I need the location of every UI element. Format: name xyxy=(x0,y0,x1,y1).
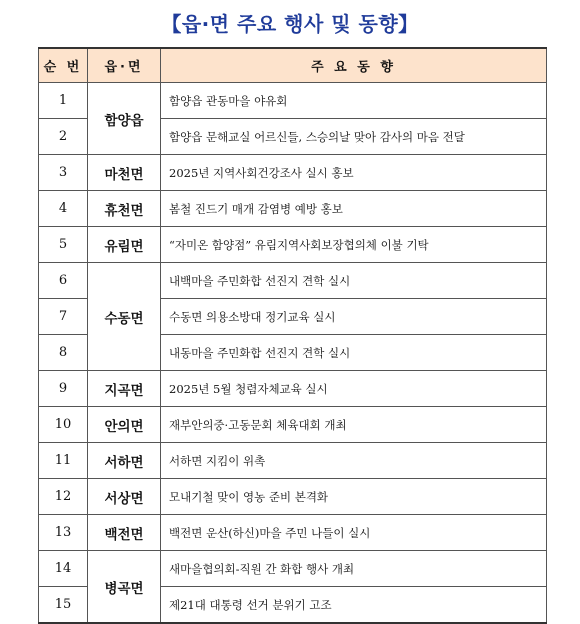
page-title: 【읍·면 주요 행사 및 동향】 xyxy=(161,12,419,36)
town-name: 안의면 xyxy=(88,407,161,443)
row-number: 6 xyxy=(39,263,88,299)
activity-description: 봄철 진드기 매개 감염병 예방 홍보 xyxy=(161,191,547,227)
table-row xyxy=(39,407,547,443)
row-number: 1 xyxy=(39,83,88,119)
activity-description: 2025년 지역사회건강조사 실시 홍보 xyxy=(161,155,547,191)
table-row xyxy=(39,263,547,299)
row-number: 11 xyxy=(39,443,88,479)
town-name: 지곡면 xyxy=(88,371,161,407)
town-name: 병곡면 xyxy=(88,551,161,624)
activity-description: 제21대 대통령 선거 분위기 고조 xyxy=(161,587,547,624)
activity-description: 새마을협의회-직원 간 화합 행사 개최 xyxy=(161,551,547,587)
row-number: 5 xyxy=(39,227,88,263)
table-row xyxy=(39,155,547,191)
town-name: 서상면 xyxy=(88,479,161,515)
town-name: 유림면 xyxy=(88,227,161,263)
row-number: 3 xyxy=(39,155,88,191)
activity-description: 재부안의중·고동문회 체육대회 개최 xyxy=(161,407,547,443)
row-number: 4 xyxy=(39,191,88,227)
header-activity: 주 요 동 향 xyxy=(161,48,547,83)
activity-description: 내백마을 주민화합 선진지 견학 실시 xyxy=(161,263,547,299)
table-row xyxy=(39,515,547,551)
activity-description: 내동마을 주민화합 선진지 견학 실시 xyxy=(161,335,547,371)
activity-description: 수동면 의용소방대 정기교육 실시 xyxy=(161,299,547,335)
row-number: 8 xyxy=(39,335,88,371)
activities-table xyxy=(38,47,547,624)
town-name: 마천면 xyxy=(88,155,161,191)
town-name: 수동면 xyxy=(88,263,161,371)
header-town: 읍·면 xyxy=(88,48,161,83)
row-number: 15 xyxy=(39,587,88,624)
activity-description: 모내기철 맞이 영농 준비 본격화 xyxy=(161,479,547,515)
table-row xyxy=(39,83,547,119)
table-row xyxy=(39,371,547,407)
town-name: 백전면 xyxy=(88,515,161,551)
row-number: 14 xyxy=(39,551,88,587)
row-number: 7 xyxy=(39,299,88,335)
town-name: 함양읍 xyxy=(88,83,161,155)
activity-description: 함양읍 관동마을 야유회 xyxy=(161,83,547,119)
row-number: 10 xyxy=(39,407,88,443)
header-number: 순 번 xyxy=(39,48,88,83)
table-row xyxy=(39,227,547,263)
activity-description: 백전면 운산(하신)마을 주민 나들이 실시 xyxy=(161,515,547,551)
row-number: 12 xyxy=(39,479,88,515)
activity-description: 서하면 지킴이 위촉 xyxy=(161,443,547,479)
row-number: 9 xyxy=(39,371,88,407)
table-row xyxy=(39,443,547,479)
table-row xyxy=(39,479,547,515)
row-number: 2 xyxy=(39,119,88,155)
table-body xyxy=(39,83,547,624)
activity-description: 2025년 5월 청렴자체교육 실시 xyxy=(161,371,547,407)
activity-description: 함양읍 문해교실 어르신들, 스승의날 맞아 감사의 마음 전달 xyxy=(161,119,547,155)
town-name: 서하면 xyxy=(88,443,161,479)
table-header-row xyxy=(39,48,547,83)
table-row xyxy=(39,551,547,587)
town-name: 휴천면 xyxy=(88,191,161,227)
row-number: 13 xyxy=(39,515,88,551)
table-row xyxy=(39,191,547,227)
activity-description: “자미온 함양점” 유림지역사회보장협의체 이불 기탁 xyxy=(161,227,547,263)
